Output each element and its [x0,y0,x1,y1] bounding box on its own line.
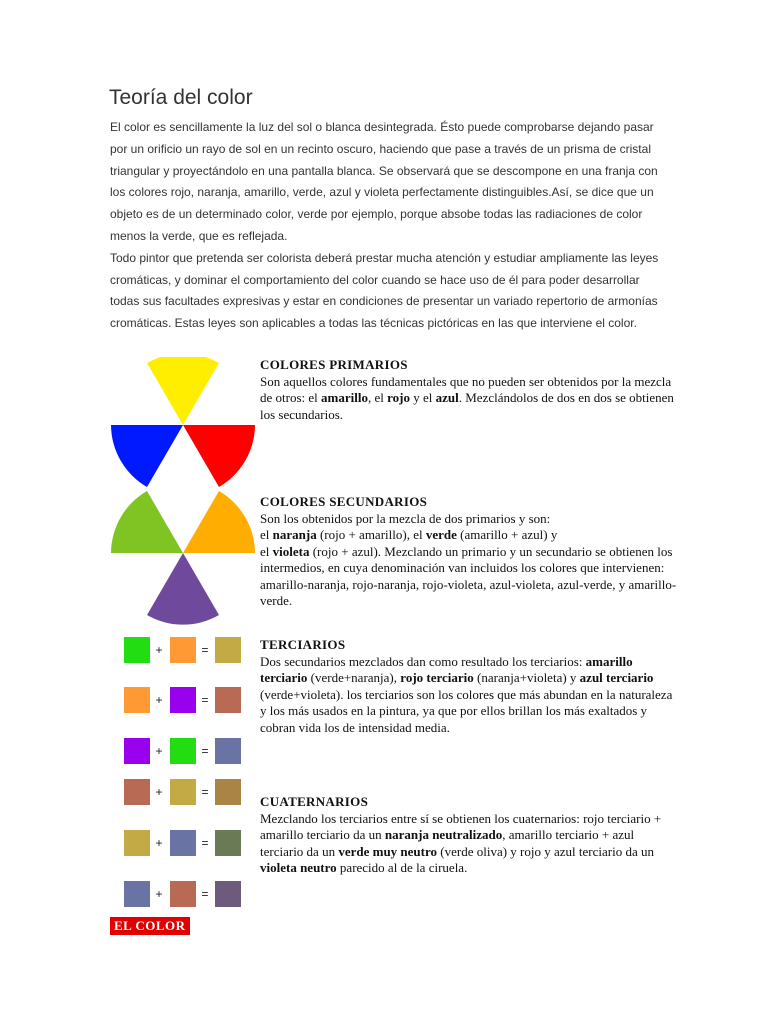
mix-swatch-b [170,687,196,713]
primarios-text: Son aquellos colores fundamentales que no pueden ser obtenidos por la mezcla de otros: el amarillo, el rojo y el azul. Mezclándolos de dos en dos se obtienen los secundarios. [260,373,674,422]
primary-red-sector [183,425,255,487]
mix-swatch-b [170,779,196,805]
secundarios-text: Son los obtenidos por la mezcla de dos primarios y son: el naranja (rojo + amarillo), el verde (amarillo + azul) y el violeta (rojo + azul). Mezclando un primario y un secundario se obtienen los intermedios, en cuya denominación van incluidos los colores que intervienen: amarillo-naranja, rojo-naranja, rojo-violeta, azul-violeta, azul-verde, y amarillo-verde. [260,510,677,608]
primary-yellow-sector [147,357,219,425]
secondary-violet-sector [147,553,219,625]
primarios-section [260,357,680,423]
equals-sign: = [201,643,209,657]
el-color-link[interactable]: EL COLOR [110,917,190,935]
mix-swatch-b [170,637,196,663]
equals-sign: = [201,785,209,799]
intro-paragraph-1: El color es sencillamente la luz del sol o blanca desintegrada. Ésto puede comprobarse dejando pasar por un orificio un rayo de sol en un recinto oscuro, haciendo que pase a través de un prisma de cristal triangular y proyectándolo en una pantalla blanca. Se observará que se descompone en una franja con los colores rojo, naranja, amarillo, verde, azul y violeta perfectamente distinguibles.Así, se dice que un objeto es de un determinado color, verde por ejemplo, porque absobe todas las radiaciones de color menos la verde, que es reflejada. [110,120,658,243]
cuaternarios-heading: CUATERNARIOS [260,794,369,809]
primary-blue-sector [111,425,183,487]
plus-sign: + [155,836,163,850]
intro-text [110,117,670,335]
secondary-color-wheel [100,488,270,628]
secundarios-heading: COLORES SECUNDARIOS [260,494,428,509]
mix-swatch-result [215,738,241,764]
secundarios-section [260,494,680,610]
equals-sign: = [201,693,209,707]
terciarios-section [260,637,680,736]
mix-swatch-b [170,881,196,907]
equals-sign: = [201,744,209,758]
plus-sign: + [155,785,163,799]
mix-swatch-result [215,779,241,805]
mix-swatch-result [215,881,241,907]
cuaternarios-section [260,794,680,877]
plus-sign: + [155,744,163,758]
mix-swatch-result [215,637,241,663]
cuaternarios-text: Mezclando los terciarios entre sí se obtienen los cuaternarios: rojo terciario + amarillo terciario da un naranja neutralizado, amarillo terciario + azul terciario da un verde muy neutro (verde oliva) y rojo y azul terciario da un violeta neutro parecido al de la ciruela. [260,810,662,875]
mix-swatch-a [124,738,150,764]
equals-sign: = [201,887,209,901]
mix-swatch-b [170,830,196,856]
mix-swatch-a [124,687,150,713]
terciarios-heading: TERCIARIOS [260,637,346,652]
mix-swatch-a [124,881,150,907]
equals-sign: = [201,836,209,850]
secondary-green-sector [111,491,183,553]
mix-swatch-a [124,779,150,805]
primary-color-wheel [100,357,270,487]
mix-swatch-result [215,687,241,713]
plus-sign: + [155,693,163,707]
plus-sign: + [155,887,163,901]
mix-swatch-a [124,830,150,856]
mix-swatch-b [170,738,196,764]
secondary-orange-sector [183,491,255,553]
mix-swatch-result [215,830,241,856]
plus-sign: + [155,643,163,657]
page-title: Teoría del color [109,86,253,109]
intro-paragraph-2: Todo pintor que pretenda ser colorista deberá prestar mucha atención y estudiar ampliamente las leyes cromáticas, y dominar el comportamiento del color cuando se hace uso de él para poder desarrollar todas sus facultades expresivas y estar en condiciones de presentar un variado repertorio de armonías cromáticas. Estas leyes son aplicables a todas las técnicas pictóricas en las que interviene el color. [110,250,659,331]
terciarios-text: Dos secundarios mezclados dan como resultado los terciarios: amarillo terciario (verde+naranja), rojo terciario (naranja+violeta) y azul terciario (verde+violeta). los terciarios son los colores que más abundan en la naturaleza y los más usados en la pintura, ya que por ellos brillan los más exaltados y cobran vida los de intensidad media. [260,653,673,735]
primarios-heading: COLORES PRIMARIOS [260,357,408,372]
mix-swatch-a [124,637,150,663]
